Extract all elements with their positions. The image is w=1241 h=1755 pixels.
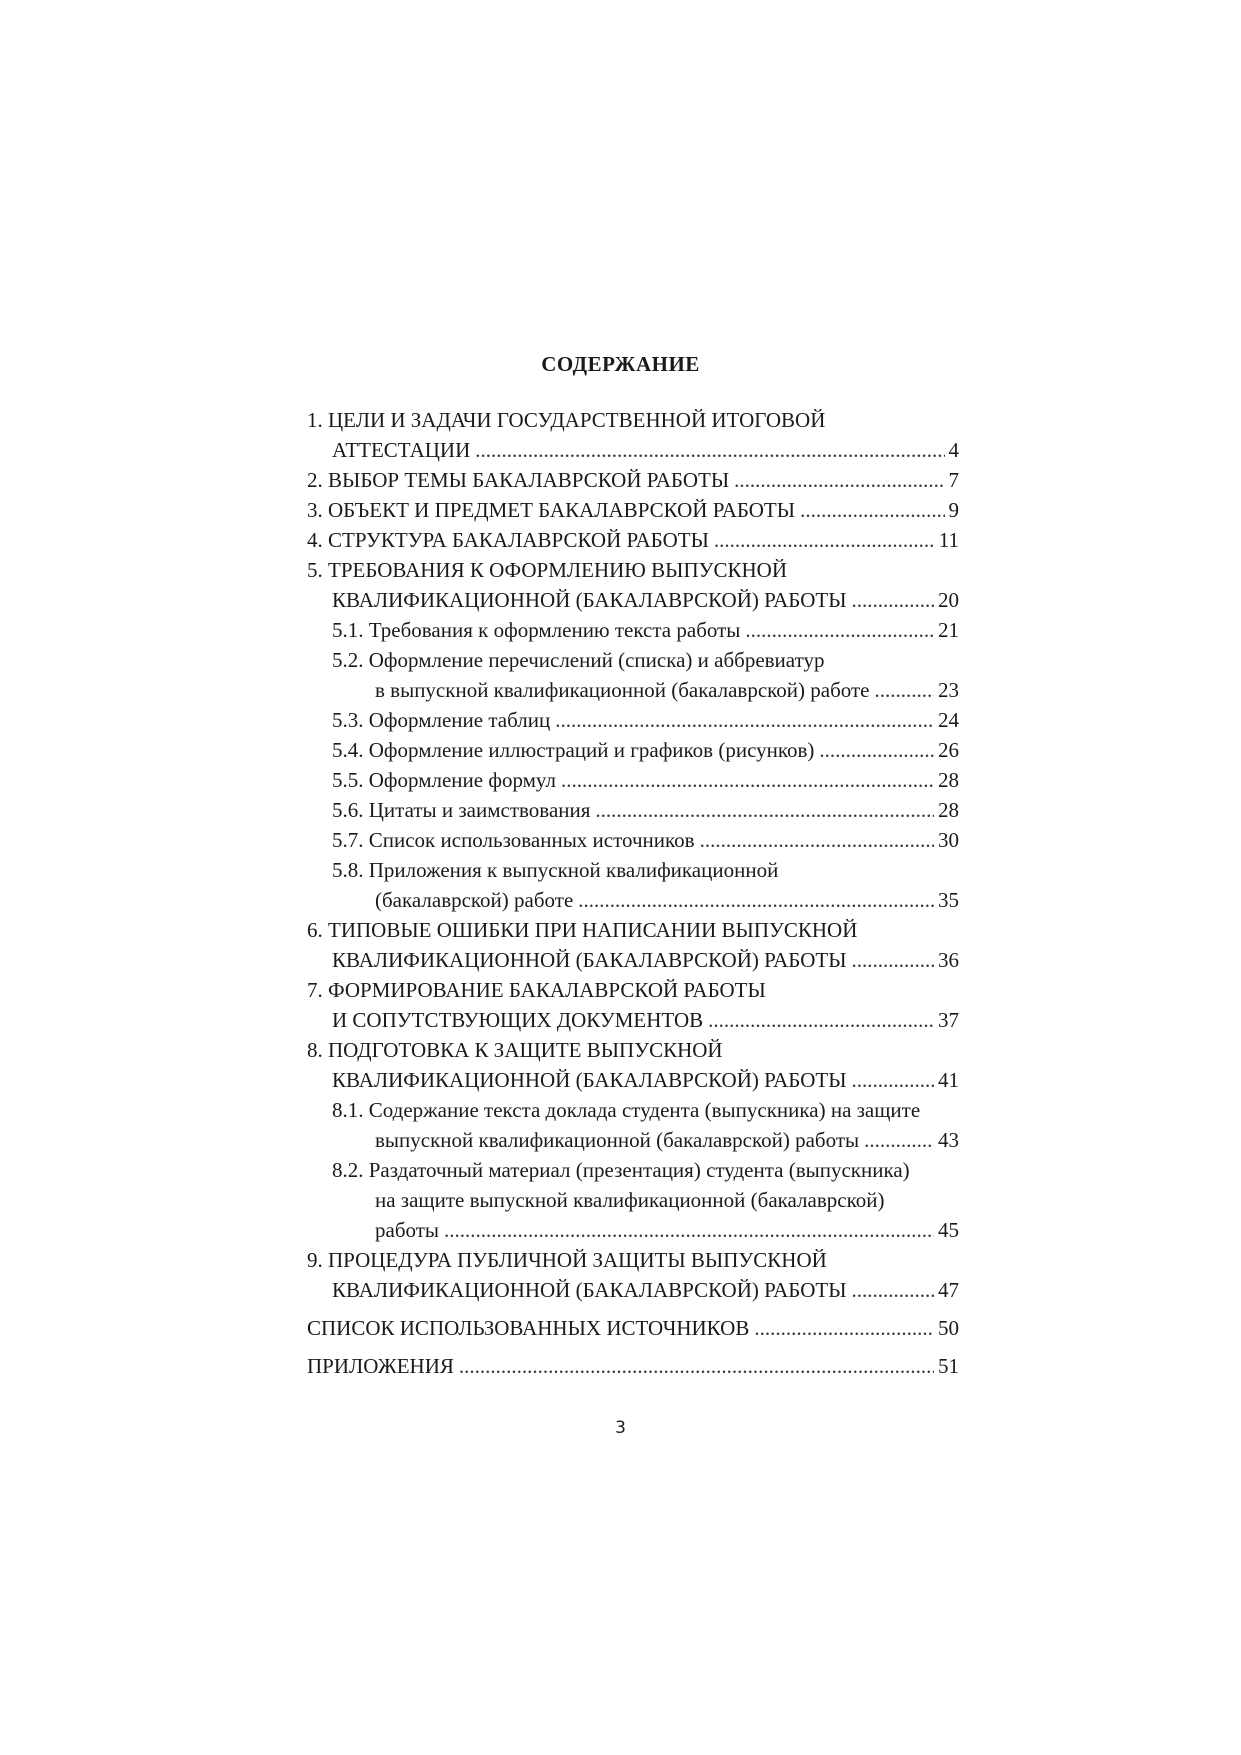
toc-entry-page: 26 xyxy=(938,738,959,762)
toc-entry-title: 5. ТРЕБОВАНИЯ К ОФОРМЛЕНИЮ ВЫПУСКНОЙ xyxy=(307,558,787,582)
toc-entry-page: 21 xyxy=(938,618,959,642)
toc-entry-page: 41 xyxy=(938,1068,959,1092)
toc-entry[interactable] xyxy=(307,615,959,645)
toc-dot-leader xyxy=(745,615,934,645)
toc-entry-title: КВАЛИФИКАЦИОННОЙ (БАКАЛАВРСКОЙ) РАБОТЫ xyxy=(332,948,847,972)
toc-entry-title: 4. СТРУКТУРА БАКАЛАВРСКОЙ РАБОТЫ xyxy=(307,528,709,552)
table-of-contents xyxy=(307,405,959,1381)
toc-entry-title: 6. ТИПОВЫЕ ОШИБКИ ПРИ НАПИСАНИИ ВЫПУСКНОЙ xyxy=(307,918,858,942)
toc-dot-leader xyxy=(864,1125,934,1155)
toc-dot-leader xyxy=(578,885,934,915)
toc-entry-title: 7. ФОРМИРОВАНИЕ БАКАЛАВРСКОЙ РАБОТЫ xyxy=(307,978,766,1002)
toc-entry[interactable] xyxy=(307,555,959,615)
toc-entry-title: АТТЕСТАЦИИ xyxy=(332,438,471,462)
toc-entry[interactable] xyxy=(307,795,959,825)
toc-entry-page: 36 xyxy=(938,948,959,972)
toc-dot-leader xyxy=(595,795,934,825)
toc-spacer xyxy=(307,1305,959,1313)
toc-dot-leader xyxy=(734,465,944,495)
toc-dot-leader xyxy=(852,1275,934,1305)
toc-entry[interactable] xyxy=(307,645,959,705)
toc-entry-page: 20 xyxy=(938,588,959,612)
toc-dot-leader xyxy=(852,1065,934,1095)
toc-entry[interactable] xyxy=(307,1351,959,1381)
toc-entry[interactable] xyxy=(307,465,959,495)
toc-entry-title: СПИСОК ИСПОЛЬЗОВАННЫХ ИСТОЧНИКОВ xyxy=(307,1316,750,1340)
toc-dot-leader xyxy=(561,765,934,795)
toc-entry-title: 8.2. Раздаточный материал (презентация) студента (выпускника) xyxy=(332,1158,910,1182)
toc-dot-leader xyxy=(852,945,934,975)
toc-entry-page: 43 xyxy=(938,1128,959,1152)
toc-entry[interactable] xyxy=(307,705,959,735)
toc-entry-title: в выпускной квалификационной (бакалаврской) работе xyxy=(375,678,870,702)
toc-entry-title: 9. ПРОЦЕДУРА ПУБЛИЧНОЙ ЗАЩИТЫ ВЫПУСКНОЙ xyxy=(307,1248,827,1272)
toc-entry-title: на защите выпускной квалификационной (бакалаврской) xyxy=(375,1188,885,1212)
toc-entry-page: 4 xyxy=(948,438,959,462)
toc-entry-page: 35 xyxy=(938,888,959,912)
toc-entry-page: 47 xyxy=(938,1278,959,1302)
toc-entry-page: 37 xyxy=(938,1008,959,1032)
toc-entry-title: КВАЛИФИКАЦИОННОЙ (БАКАЛАВРСКОЙ) РАБОТЫ xyxy=(332,1068,847,1092)
toc-entry-title: 5.7. Список использованных источников xyxy=(332,828,695,852)
toc-entry-page: 28 xyxy=(938,798,959,822)
toc-entry[interactable] xyxy=(307,915,959,975)
toc-entry-page: 51 xyxy=(938,1354,959,1378)
toc-entry[interactable] xyxy=(307,825,959,855)
toc-entry-title: 5.3. Оформление таблиц xyxy=(332,708,551,732)
toc-spacer xyxy=(307,1343,959,1351)
toc-entry[interactable] xyxy=(307,855,959,915)
toc-dot-leader xyxy=(555,705,934,735)
toc-entry-title: 8. ПОДГОТОВКА К ЗАЩИТЕ ВЫПУСКНОЙ xyxy=(307,1038,723,1062)
toc-dot-leader xyxy=(700,825,934,855)
toc-dot-leader xyxy=(852,585,934,615)
toc-entry-title: ПРИЛОЖЕНИЯ xyxy=(307,1354,454,1378)
toc-entry-page: 9 xyxy=(948,498,959,522)
page-title: СОДЕРЖАНИЕ xyxy=(541,352,700,376)
toc-dot-leader xyxy=(714,525,935,555)
toc-entry-title: 1. ЦЕЛИ И ЗАДАЧИ ГОСУДАРСТВЕННОЙ ИТОГОВОЙ xyxy=(307,408,826,432)
toc-entry-title: работы xyxy=(375,1218,440,1242)
toc-entry-page: 45 xyxy=(938,1218,959,1242)
page-number: 3 xyxy=(615,1418,626,1438)
toc-entry-title: КВАЛИФИКАЦИОННОЙ (БАКАЛАВРСКОЙ) РАБОТЫ xyxy=(332,588,847,612)
toc-entry-page: 30 xyxy=(938,828,959,852)
toc-entry[interactable] xyxy=(307,1155,959,1245)
toc-entry-title: 5.6. Цитаты и заимствования xyxy=(332,798,591,822)
toc-entry-page: 24 xyxy=(938,708,959,732)
toc-entry[interactable] xyxy=(307,1035,959,1095)
toc-dot-leader xyxy=(708,1005,934,1035)
toc-entry[interactable] xyxy=(307,525,959,555)
toc-entry-title: И СОПУТСТВУЮЩИХ ДОКУМЕНТОВ xyxy=(332,1008,704,1032)
toc-entry-title: 5.2. Оформление перечислений (списка) и аббревиатур xyxy=(332,648,825,672)
toc-entry-title: КВАЛИФИКАЦИОННОЙ (БАКАЛАВРСКОЙ) РАБОТЫ xyxy=(332,1278,847,1302)
toc-entry-title: 3. ОБЪЕКТ И ПРЕДМЕТ БАКАЛАВРСКОЙ РАБОТЫ xyxy=(307,498,796,522)
toc-entry[interactable] xyxy=(307,765,959,795)
toc-entry-page: 50 xyxy=(938,1316,959,1340)
toc-entry-title: 5.1. Требования к оформлению текста работы xyxy=(332,618,741,642)
toc-entry-title: выпускной квалификационной (бакалаврской) работы xyxy=(375,1128,860,1152)
toc-entry[interactable] xyxy=(307,1245,959,1305)
toc-dot-leader xyxy=(459,1351,934,1381)
toc-entry-page: 7 xyxy=(948,468,959,492)
toc-entry-title: 5.5. Оформление формул xyxy=(332,768,556,792)
toc-entry-title: 8.1. Содержание текста доклада студента (выпускника) на защите xyxy=(332,1098,921,1122)
toc-entry[interactable] xyxy=(307,735,959,765)
toc-dot-leader xyxy=(475,435,944,465)
toc-dot-leader xyxy=(875,675,934,705)
toc-entry-page: 28 xyxy=(938,768,959,792)
toc-entry-title: 5.4. Оформление иллюстраций и графиков (рисунков) xyxy=(332,738,815,762)
toc-dot-leader xyxy=(800,495,944,525)
toc-entry[interactable] xyxy=(307,1313,959,1343)
toc-dot-leader xyxy=(754,1313,934,1343)
toc-entry[interactable] xyxy=(307,405,959,465)
toc-entry[interactable] xyxy=(307,975,959,1035)
toc-entry[interactable] xyxy=(307,1095,959,1155)
toc-entry-page: 11 xyxy=(938,528,959,552)
toc-entry-title: (бакалаврской) работе xyxy=(375,888,574,912)
toc-entry-title: 2. ВЫБОР ТЕМЫ БАКАЛАВРСКОЙ РАБОТЫ xyxy=(307,468,730,492)
toc-dot-leader xyxy=(819,735,934,765)
toc-dot-leader xyxy=(444,1215,934,1245)
toc-entry-page: 23 xyxy=(938,678,959,702)
toc-entry[interactable] xyxy=(307,495,959,525)
toc-entry-title: 5.8. Приложения к выпускной квалификационной xyxy=(332,858,779,882)
